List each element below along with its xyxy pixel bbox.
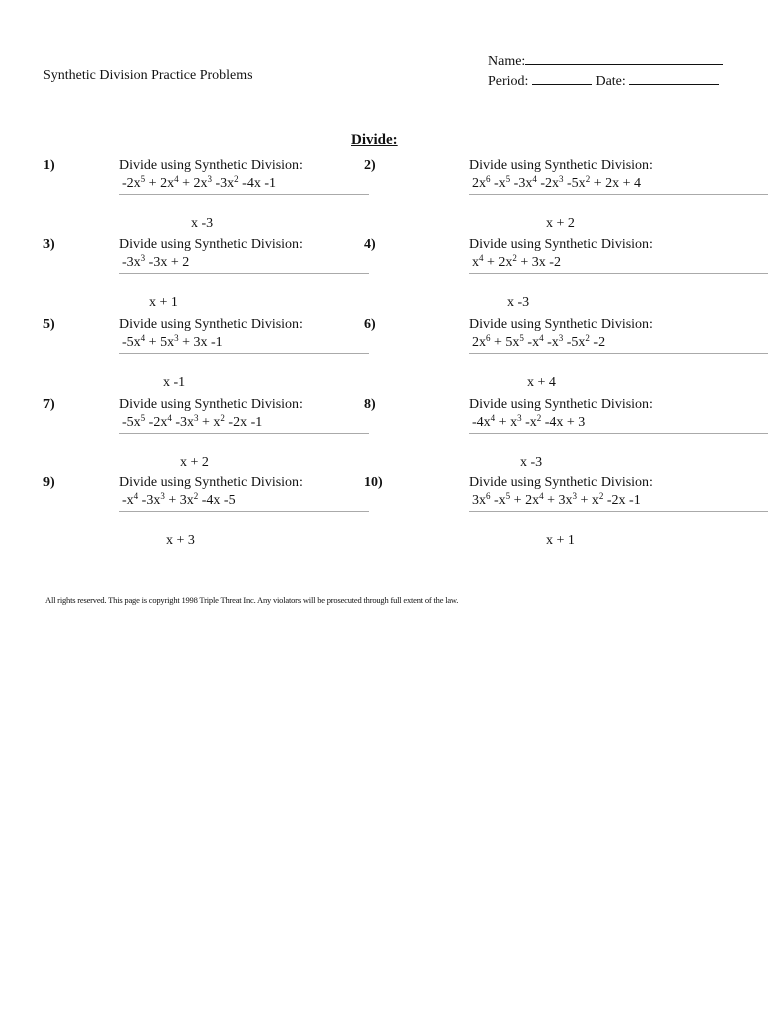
worksheet-title: Synthetic Division Practice Problems [43,68,253,83]
problem-dividend: $-3x^3$ -3x + 2 [122,253,190,270]
problem-instruction: Divide using Synthetic Division: [119,237,303,252]
problem-number: 4) [364,237,376,252]
section-heading: Divide: [351,132,398,148]
problem-number: 9) [43,475,55,490]
problem-number: 7) [43,397,55,412]
problem-number: 8) [364,397,376,412]
name-label: Name: [488,54,526,69]
period-date-field [488,70,719,90]
problem-instruction: Divide using Synthetic Division: [119,475,303,490]
division-line [119,511,369,512]
problem-dividend: $-2x^5 + 2x^4 + 2x^3$ $-3x^2$ -4x -1 [122,174,276,191]
problem-number: 2) [364,158,376,173]
problem-dividend: $x^4 + 2x^2 + 3x$ -2 [472,253,561,270]
problem-dividend: $-x^4$ $-3x^3 + 3x^2$ -4x -5 [122,491,236,508]
problem-divisor: x + 2 [180,455,209,470]
division-line [119,353,369,354]
problem-dividend: $3x^6$ $-x^5 + 2x^4 + 3x^3 + x^2$ -2x -1 [472,491,641,508]
division-line [119,194,369,195]
problem-divisor: x -1 [163,375,186,390]
problem-divisor: x + 3 [166,533,195,548]
period-label: Period: [488,74,529,89]
problem-number: 5) [43,317,55,332]
division-line [119,433,369,434]
problem-dividend: $-5x^5$ $-2x^4$ $-3x^3 + x^2$ -2x -1 [122,413,263,430]
problem-instruction: Divide using Synthetic Division: [469,237,653,252]
problem-instruction: Divide using Synthetic Division: [119,317,303,332]
date-label: Date: [595,74,626,89]
problem-dividend: $-5x^4 + 5x^3 + 3x$ -1 [122,333,223,350]
problem-divisor: x -3 [191,216,214,231]
problem-number: 1) [43,158,55,173]
problem-instruction: Divide using Synthetic Division: [119,397,303,412]
problem-divisor: x + 4 [527,375,556,390]
problem-instruction: Divide using Synthetic Division: [469,158,653,173]
division-line [469,273,768,274]
problem-divisor: x -3 [507,295,530,310]
name-blank [525,50,723,65]
problem-instruction: Divide using Synthetic Division: [119,158,303,173]
problem-number: 10) [364,475,383,490]
problem-instruction: Divide using Synthetic Division: [469,397,653,412]
problem-divisor: x + 1 [546,533,575,548]
problem-dividend: $-4x^4 + x^3$ $-x^2$ -4x + 3 [472,413,586,430]
division-line [469,511,768,512]
division-line [119,273,369,274]
problem-number: 3) [43,237,55,252]
period-blank [532,70,592,85]
date-blank [629,70,719,85]
problem-divisor: x + 1 [149,295,178,310]
problem-instruction: Divide using Synthetic Division: [469,475,653,490]
problem-divisor: x + 2 [546,216,575,231]
division-line [469,433,768,434]
problem-dividend: $2x^6 + 5x^5$ $-x^4$ $-x^3$ $-5x^2$ -2 [472,333,606,350]
copyright-footer: All rights reserved. This page is copyright 1998 Triple Threat Inc. Any violators will be prosecuted through full extent of the law. [45,595,459,605]
problem-number: 6) [364,317,376,332]
name-field [488,50,723,70]
problem-divisor: x -3 [520,455,543,470]
problem-dividend: $2x^6$ $-x^5$ $-3x^4$ $-2x^3$ $-5x^2 + 2x + 4$ [472,174,641,191]
problem-instruction: Divide using Synthetic Division: [469,317,653,332]
division-line [469,353,768,354]
division-line [469,194,768,195]
